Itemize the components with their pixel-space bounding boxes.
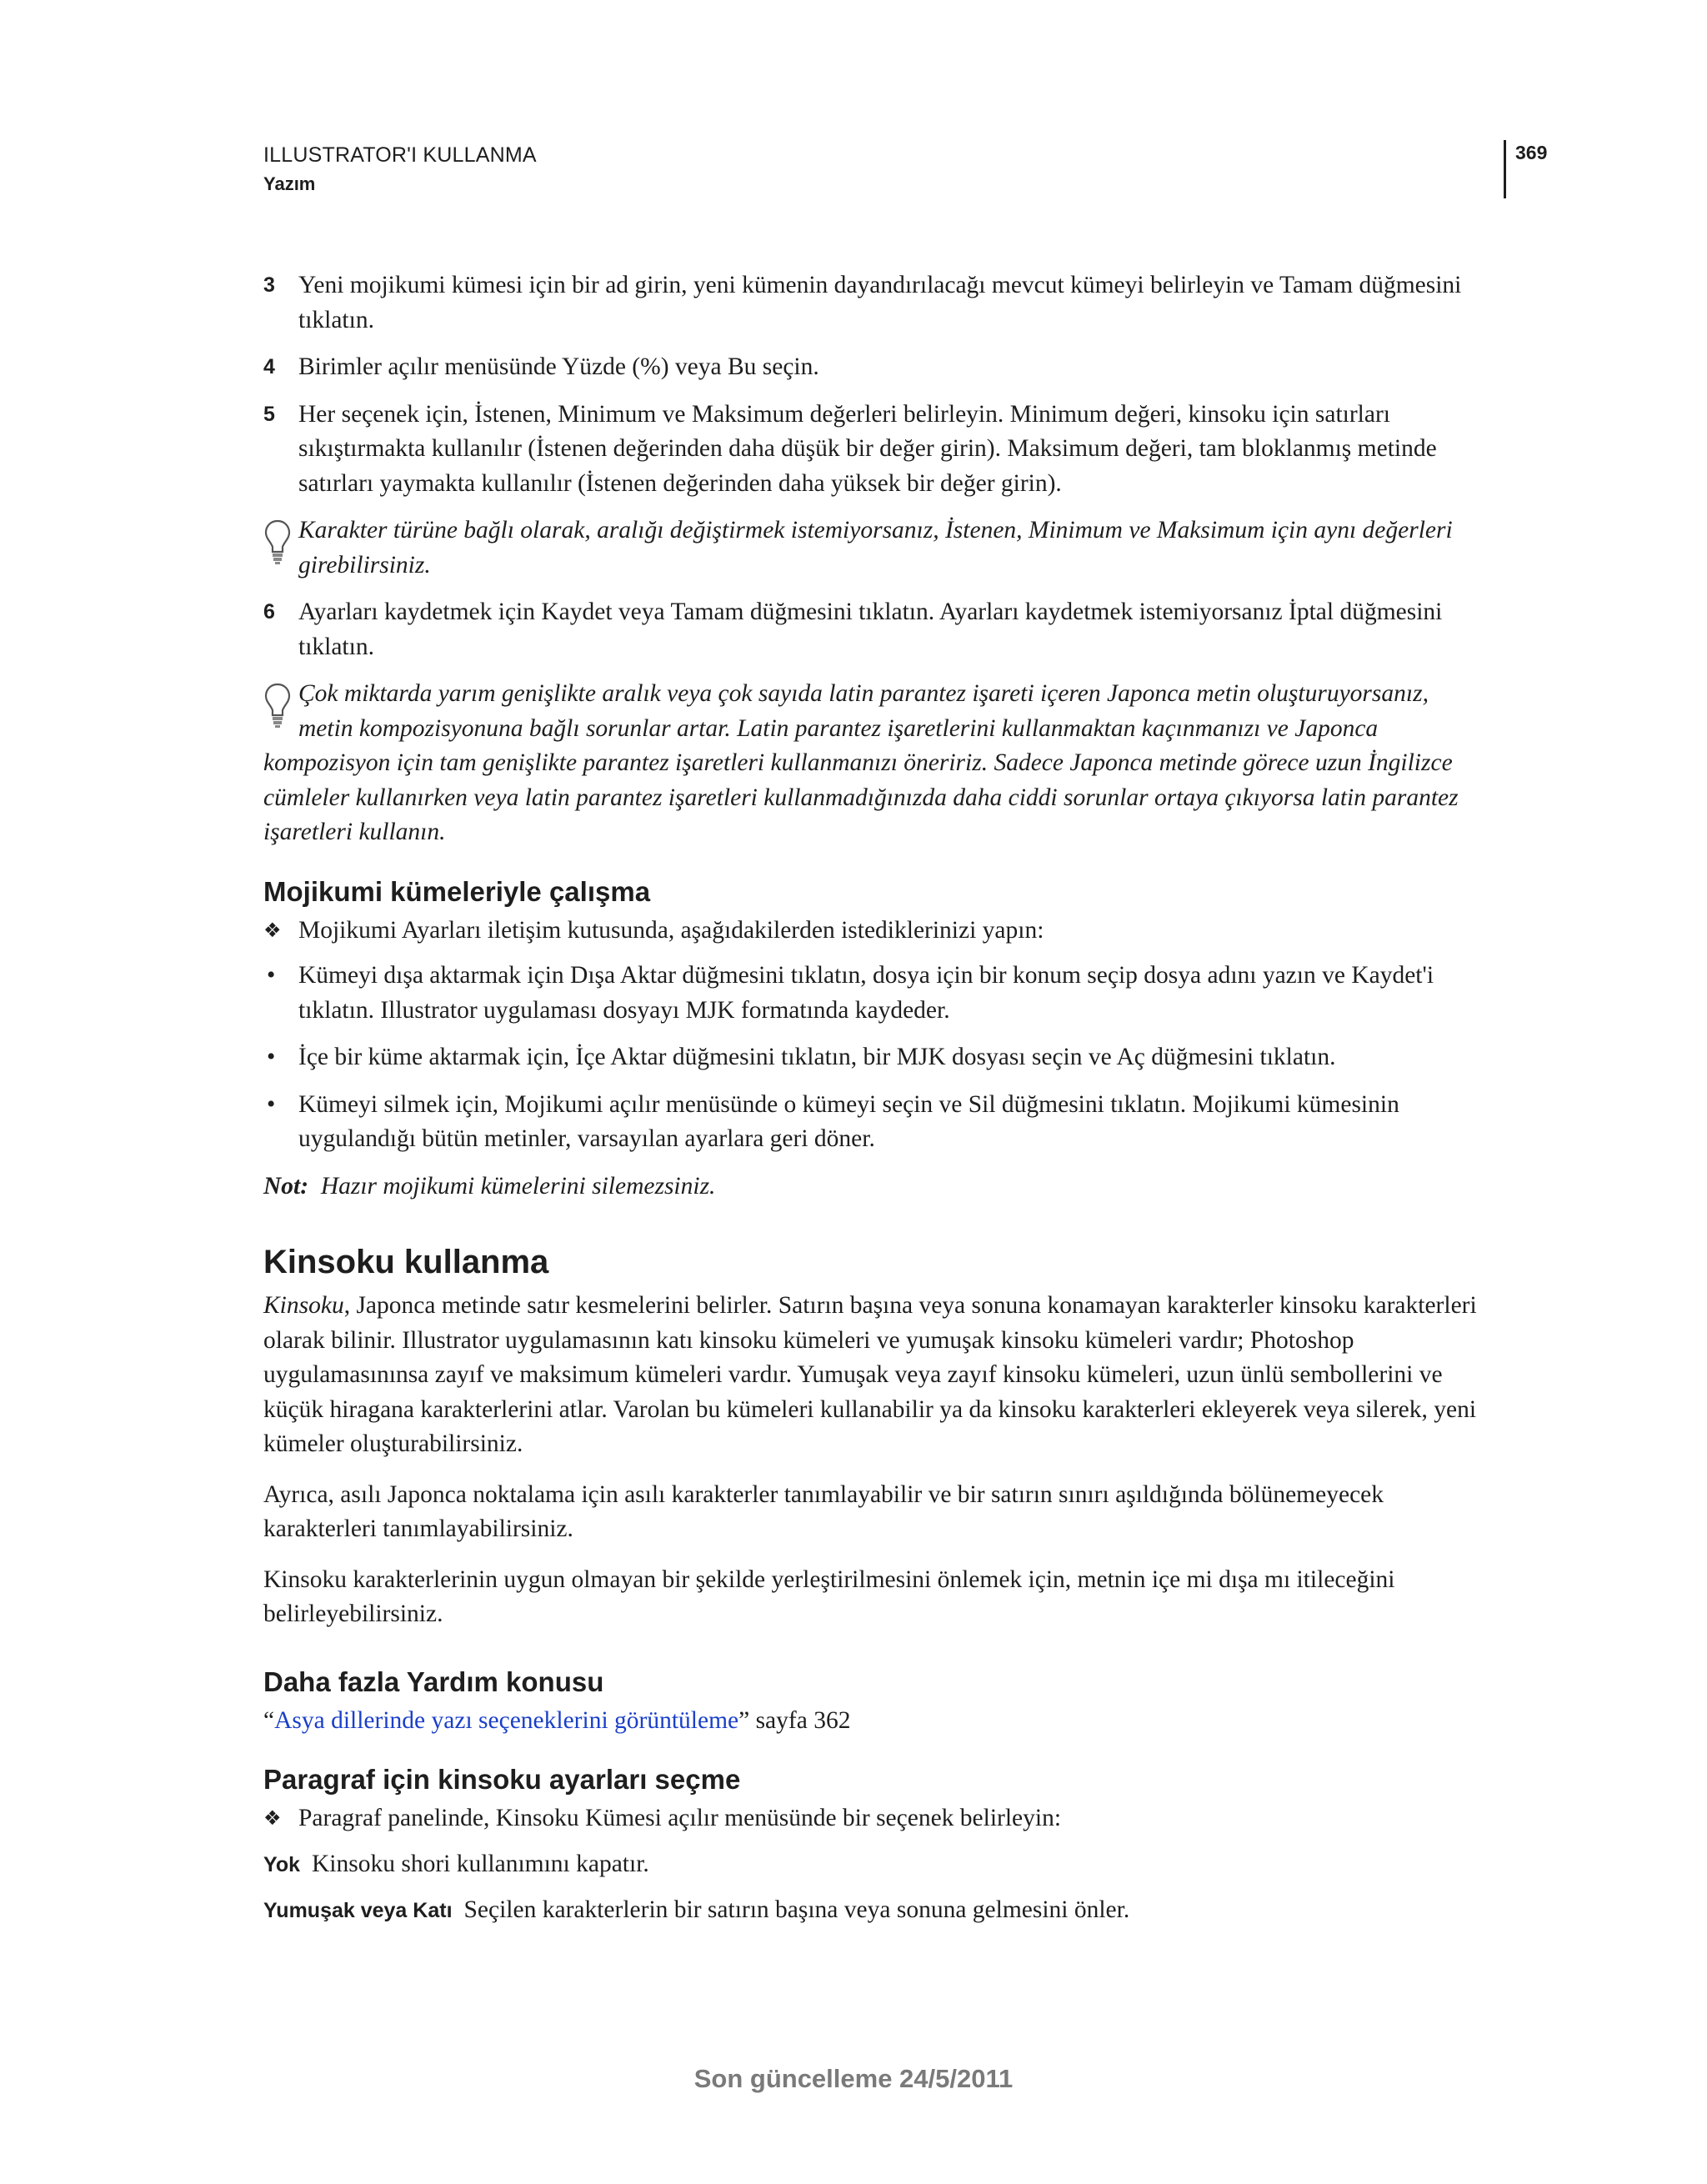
- term-kinsoku: Kinsoku: [263, 1292, 344, 1319]
- tip-text-line-1: Çok miktarda yarım genişlikte aralık veya çok sayıda latin parantez işareti içeren Japonca metin oluşturuyorsanız,: [298, 680, 1429, 707]
- tip-text-rest: kompozisyon için tam genişlikte parantez işaretleri kullanmanızı öneririz. Sadece Japonca metinde görece uzun İngilizce cümleler kullanırken veya latin parantez işaretleri kullanmadığınızda daha ciddi sorunlar ortaya çıkıyorsa latin parantez işaretleri kullanın.: [263, 749, 1459, 845]
- heading-kinsoku: Kinsoku kullanma: [263, 1244, 549, 1280]
- page-number: 369: [1515, 142, 1548, 163]
- help-link-line: [263, 1704, 1495, 1739]
- paragraph-text: , Japonca metinde satır kesmelerini belirler. Satırın başına veya sonuna konamayan karakterler kinsoku karakterleri olarak bilinir. Illustrator uygulamasının katı kinsoku kümeleri ve yumuşak kinsoku kümeleri vardır; Photoshop uygulamasınınsa zayıf ve maksimum kümeleri vardır. Yumuşak veya zayıf kinsoku kümeleri, uzun ünlü sembollerini ve küçük hiragana karakterlerini atlar. Varolan bu kümeleri kullanabilir ya da kinsoku karakterleri ekleyerek veya silerek, yeni kümeler oluşturabilirsiniz.: [263, 1292, 1477, 1457]
- list-item-text: İçe bir küme aktarmak için, İçe Aktar düğmesini tıklatın, bir MJK dosyası seçin ve Aç düğmesini tıklatın.: [298, 1044, 1336, 1070]
- step-text: Ayarları kaydetmek için Kaydet veya Tamam düğmesini tıklatın. Ayarları kaydetmek istemiyorsanız İptal düğmesini tıklatın.: [298, 599, 1443, 660]
- option-text: Kinsoku shori kullanımını kapatır.: [312, 1850, 649, 1877]
- page-reference: sayfa 362: [749, 1706, 851, 1734]
- header-subtitle: Yazım: [263, 173, 316, 194]
- step-4: [263, 350, 1495, 385]
- list-item: [263, 1088, 1495, 1157]
- header-title: ILLUSTRATOR'I KULLANMA: [263, 143, 537, 167]
- help-link[interactable]: Asya dillerinde yazı seçeneklerini görüntüleme: [274, 1706, 739, 1734]
- step-3: [263, 268, 1495, 338]
- procedure-text: Paragraf panelinde, Kinsoku Kümesi açılır menüsünde bir seçenek belirleyin:: [298, 1805, 1062, 1831]
- step-number: 6: [263, 600, 275, 624]
- procedure-text: Mojikumi Ayarları iletişim kutusunda, aşağıdakilerden istediklerinizi yapın:: [298, 916, 1044, 944]
- paragraph: Kinsoku karakterlerinin uygun olmayan bir şekilde yerleştirilmesini önlemek için, metnin içe mi dışa mı itileceğini belirleyebilirsiniz.: [263, 1565, 1395, 1627]
- option-label: Yok: [263, 1852, 300, 1876]
- tip-1: [263, 513, 1495, 583]
- step-text: Yeni mojikumi kümesi için bir ad girin, yeni kümenin dayandırılacağı mevcut kümeyi belirleyin ve Tamam düğmesini tıklatın.: [298, 272, 1462, 333]
- step-text: Her seçenek için, İstenen, Minimum ve Maksimum değerleri belirleyin. Minimum değeri, kinsoku için satırları sıkıştırmakta kullanılır (İstenen değerinden daha düşük bir değer girin). Maksimum değeri, tam bloklanmış metinde satırları yaymakta kullanılır (İstenen değerinden daha yüksek bir değer girin).: [298, 400, 1437, 497]
- step-6: [263, 595, 1495, 664]
- list-item: [263, 1040, 1495, 1075]
- option-text: Seçilen karakterlerin bir satırın başına veya sonuna gelmesini önler.: [463, 1896, 1130, 1923]
- tip-text-line-2: metin kompozisyonuna bağlı sorunlar artar. Latin parantez işaretlerini kullanmaktan kaçınmanızı ve Japonca: [298, 714, 1379, 742]
- step-number: 4: [263, 355, 275, 378]
- step-text: Birimler açılır menüsünde Yüzde (%) veya Bu seçin.: [298, 353, 819, 380]
- heading-paragraf-kinsoku: Paragraf için kinsoku ayarları seçme: [263, 1764, 741, 1795]
- step-5: [263, 398, 1495, 502]
- list-item-text: Kümeyi dışa aktarmak için Dışa Aktar düğmesini tıklatın, dosya için bir konum seçip dosya adını yazın ve Kaydet'i tıklatın. Illustrator uygulaması dosyayı MJK formatında kaydeder.: [298, 962, 1434, 1024]
- diamond-bullet-icon: ❖: [263, 918, 282, 942]
- heading-more-help: Daha fazla Yardım konusu: [263, 1666, 604, 1697]
- note-text: Hazır mojikumi kümelerini silemezsiniz.: [320, 1172, 716, 1200]
- close-quote: ”: [738, 1706, 750, 1734]
- procedure-intro: [263, 914, 1495, 949]
- page-body: [263, 268, 1495, 1940]
- option-label: Yumuşak veya Katı: [263, 1899, 453, 1922]
- list-item-text: Kümeyi silmek için, Mojikumi açılır menüsünde o kümeyi seçin ve Sil düğmesini tıklatın. Mojikumi kümesinin uygulandığı bütün metinler, varsayılan ayarlara geri döner.: [298, 1090, 1399, 1152]
- step-number: 5: [263, 402, 275, 426]
- diamond-bullet-icon: ❖: [263, 1806, 282, 1830]
- option-yok: [263, 1847, 1495, 1883]
- lightbulb-icon: [263, 518, 292, 565]
- procedure-intro: [263, 1801, 1495, 1836]
- tip-text: Karakter türüne bağlı olarak, aralığı değiştirmek istemiyorsanız, İstenen, Minimum ve Maksimum için aynı değerleri girebilirsiniz.: [298, 517, 1453, 579]
- lightbulb-icon: [263, 682, 292, 729]
- option-yumusak-veya-kati: [263, 1893, 1495, 1929]
- bullet-icon: •: [267, 1090, 276, 1118]
- tip-2: [263, 677, 1495, 850]
- note-label: Not:: [263, 1172, 309, 1200]
- last-updated-footer: Son güncelleme 24/5/2011: [693, 2064, 1014, 2093]
- open-quote: “: [263, 1706, 275, 1734]
- list-item: [263, 959, 1495, 1028]
- step-number: 3: [263, 273, 275, 297]
- paragraph: [263, 1289, 1495, 1462]
- bullet-icon: •: [267, 1044, 276, 1070]
- bullet-icon: •: [267, 962, 276, 989]
- paragraph: Ayrıca, asılı Japonca noktalama için asılı karakterler tanımlayabilir ve bir satırın sınırı aşıldığında bölünemeyecek karakterleri tanımlayabilirsiniz.: [263, 1480, 1384, 1542]
- note: [263, 1170, 1495, 1205]
- header-divider: [1504, 140, 1506, 198]
- heading-mojikumi: Mojikumi kümeleriyle çalışma: [263, 875, 651, 907]
